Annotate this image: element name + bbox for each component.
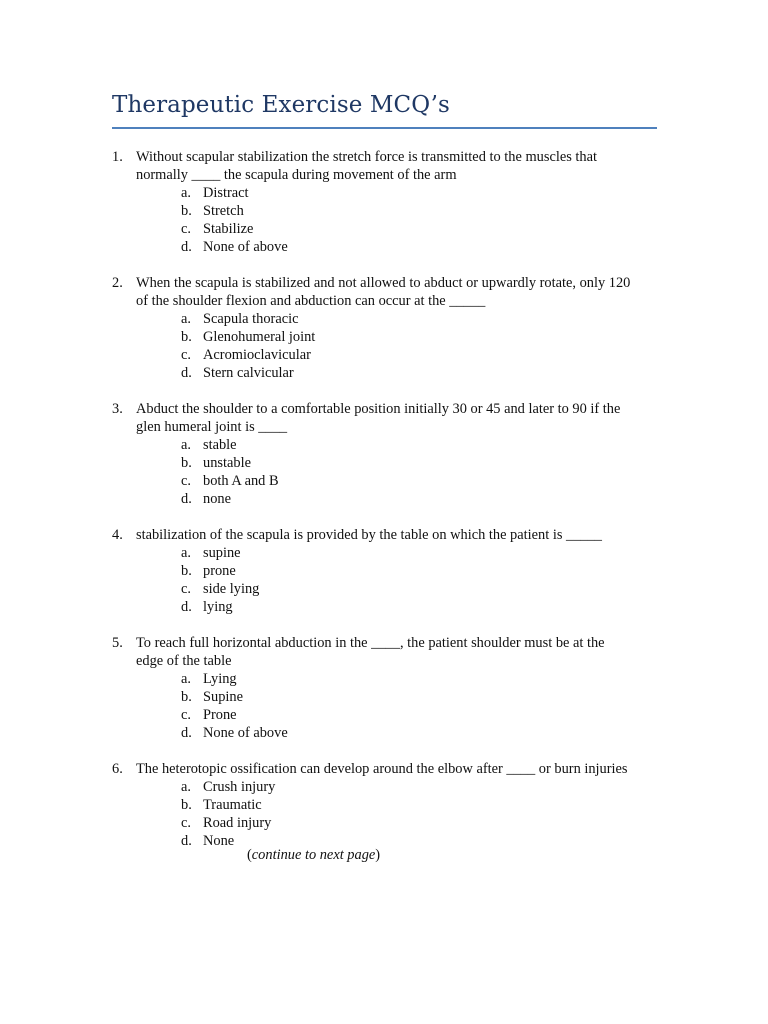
question-text-line <box>0 418 666 436</box>
continue-close-paren: ) <box>375 847 381 863</box>
option-item <box>0 670 768 688</box>
option-letter: a. <box>181 671 191 687</box>
continue-open-paren: ( <box>247 847 252 863</box>
option-letter: d. <box>181 239 192 255</box>
question-text-line <box>0 166 666 184</box>
question-number: 6. <box>112 761 123 777</box>
option-text: None of above <box>203 239 288 255</box>
option-item <box>0 328 768 346</box>
option-letter: a. <box>181 545 191 561</box>
option-item <box>0 706 768 724</box>
option-text: Stabilize <box>203 221 254 237</box>
page-title: Therapeutic Exercise MCQ’s <box>112 92 450 118</box>
option-letter: d. <box>181 365 192 381</box>
question-text: The heterotopic ossification can develop around the elbow after ____ or burn injuries <box>136 761 628 777</box>
option-letter: d. <box>181 491 192 507</box>
option-text: Distract <box>203 185 249 201</box>
option-text: supine <box>203 545 241 561</box>
question-text-line <box>0 400 666 418</box>
option-list <box>0 184 768 256</box>
option-item <box>0 310 768 328</box>
question-text: Abduct the shoulder to a comfortable position initially 30 or 45 and later to 90 if the <box>136 401 621 417</box>
question-number: 3. <box>112 401 123 417</box>
option-text: Lying <box>203 671 237 687</box>
option-letter: a. <box>181 437 191 453</box>
option-letter: b. <box>181 689 192 705</box>
option-text: Supine <box>203 689 243 705</box>
question-text: normally ____ the scapula during movement of the arm <box>136 167 457 183</box>
option-list <box>0 778 768 850</box>
question-text: edge of the table <box>136 653 232 669</box>
option-text: Stretch <box>203 203 244 219</box>
question-number: 4. <box>112 527 123 543</box>
option-letter: c. <box>181 347 191 363</box>
option-item <box>0 580 768 598</box>
option-letter: b. <box>181 563 192 579</box>
option-item <box>0 832 768 850</box>
option-item <box>0 724 768 742</box>
question-number: 1. <box>112 149 123 165</box>
option-letter: c. <box>181 815 191 831</box>
question-text: stabilization of the scapula is provided by the table on which the patient is _____ <box>136 527 602 543</box>
question-item <box>0 526 768 616</box>
question-text-line <box>0 274 666 292</box>
option-item <box>0 490 768 508</box>
option-item <box>0 238 768 256</box>
option-text: Crush injury <box>203 779 276 795</box>
option-item <box>0 436 768 454</box>
option-letter: d. <box>181 833 192 849</box>
option-letter: b. <box>181 797 192 813</box>
question-number: 2. <box>112 275 123 291</box>
question-text: To reach full horizontal abduction in the ____, the patient shoulder must be at the <box>136 635 605 651</box>
question-item <box>0 760 768 850</box>
option-letter: a. <box>181 185 191 201</box>
question-item <box>0 634 768 742</box>
option-item <box>0 688 768 706</box>
option-text: both A and B <box>203 473 279 489</box>
option-text: stable <box>203 437 237 453</box>
question-item <box>0 274 768 382</box>
option-item <box>0 472 768 490</box>
question-number: 5. <box>112 635 123 651</box>
option-text: Stern calvicular <box>203 365 294 381</box>
question-text-line <box>0 292 666 310</box>
option-letter: c. <box>181 707 191 723</box>
option-text: side lying <box>203 581 260 597</box>
question-text-line <box>0 634 666 652</box>
question-text-line <box>0 652 666 670</box>
option-letter: b. <box>181 455 192 471</box>
option-text: Scapula thoracic <box>203 311 299 327</box>
option-text: prone <box>203 563 236 579</box>
option-letter: c. <box>181 473 191 489</box>
option-text: Traumatic <box>203 797 262 813</box>
option-item <box>0 202 768 220</box>
option-list <box>0 436 768 508</box>
question-list <box>0 148 768 868</box>
option-letter: b. <box>181 329 192 345</box>
option-item <box>0 598 768 616</box>
option-letter: c. <box>181 221 191 237</box>
option-text: lying <box>203 599 233 615</box>
option-text: None <box>203 833 235 849</box>
option-item <box>0 364 768 382</box>
option-text: Road injury <box>203 815 272 831</box>
continue-text: continue to next page <box>251 847 376 863</box>
option-item <box>0 544 768 562</box>
question-text-line <box>0 760 666 778</box>
title-rule <box>112 127 657 129</box>
option-letter: a. <box>181 311 191 327</box>
option-letter: a. <box>181 779 191 795</box>
question-text-line <box>0 526 666 544</box>
question-text: When the scapula is stabilized and not allowed to abduct or upwardly rotate, only 120 <box>136 275 631 291</box>
question-text-line <box>0 148 666 166</box>
question-text: of the shoulder flexion and abduction can occur at the _____ <box>136 293 486 309</box>
option-letter: b. <box>181 203 192 219</box>
option-letter: c. <box>181 581 191 597</box>
option-text: none <box>203 491 231 507</box>
option-letter: d. <box>181 599 192 615</box>
question-text: Without scapular stabilization the stretch force is transmitted to the muscles that <box>136 149 597 165</box>
option-item <box>0 778 768 796</box>
option-item <box>0 184 768 202</box>
question-text: glen humeral joint is ____ <box>136 419 288 435</box>
question-item <box>0 400 768 508</box>
option-item <box>0 220 768 238</box>
option-list <box>0 310 768 382</box>
option-text: Glenohumeral joint <box>203 329 316 345</box>
question-item <box>0 148 768 256</box>
option-list <box>0 670 768 742</box>
option-list <box>0 544 768 616</box>
option-text: Prone <box>203 707 237 723</box>
option-item <box>0 814 768 832</box>
option-text: unstable <box>203 455 251 471</box>
option-item <box>0 346 768 364</box>
option-item <box>0 454 768 472</box>
option-letter: d. <box>181 725 192 741</box>
option-text: Acromioclavicular <box>203 347 311 363</box>
option-item <box>0 796 768 814</box>
option-item <box>0 562 768 580</box>
option-text: None of above <box>203 725 288 741</box>
continue-note <box>247 846 380 864</box>
